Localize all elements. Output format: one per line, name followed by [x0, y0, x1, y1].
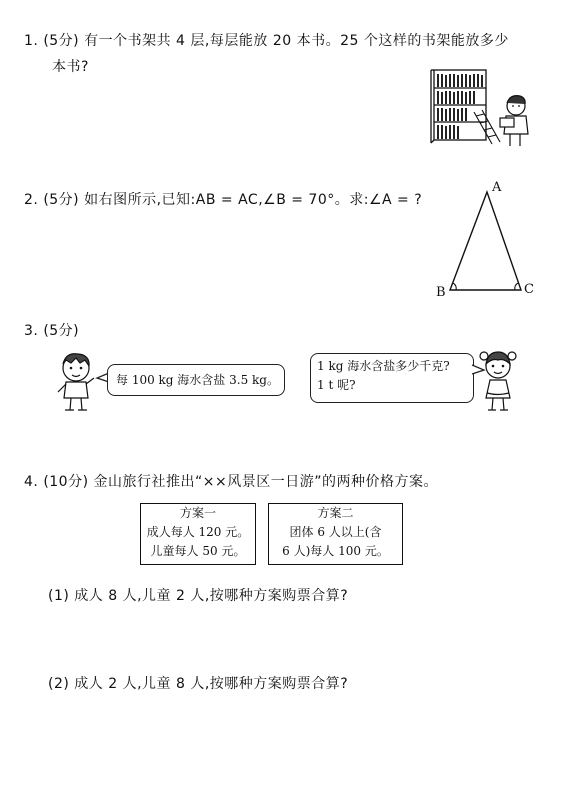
question-2-number: 2.: [24, 192, 39, 208]
question-4-sub2: (2) 成人 2 人,儿童 8 人,按哪种方案购票合算?: [48, 676, 349, 692]
plan-two-line2: 6 人)每人 100 元。: [282, 544, 389, 558]
question-4: [24, 471, 438, 491]
question-3-score: (5分): [43, 323, 80, 339]
plan-one-box: [140, 503, 256, 565]
right-bubble-text-line1: 1 kg 海水含盐多少千克?: [317, 359, 450, 373]
left-speech-bubble: [107, 364, 285, 396]
plan-two-title: 方案二: [317, 506, 354, 520]
question-3: [24, 320, 79, 340]
plan-one-title: 方案一: [179, 506, 216, 520]
question-2-score: (5分): [43, 192, 80, 208]
bookshelf-illustration: [430, 66, 534, 148]
question-1-score: (5分): [43, 33, 80, 49]
right-speech-bubble: [310, 353, 474, 403]
question-1-text-line1: 有一个书架共 4 层,每层能放 20 本书。25 个这样的书架能放多少: [84, 33, 509, 49]
left-bubble-text: 每 100 kg 海水含盐 3.5 kg。: [116, 373, 279, 387]
right-bubble-text-line2: 1 t 呢?: [317, 378, 356, 392]
vertex-label-a: A: [492, 180, 502, 195]
plan-one-line2: 儿童每人 50 元。: [150, 544, 246, 558]
boy-illustration: [52, 350, 100, 416]
question-4-number: 4.: [24, 474, 39, 490]
vertex-label-b: B: [436, 285, 446, 300]
plan-two-box: [268, 503, 403, 565]
question-2-text: 如右图所示,已知:AB = AC,∠B = 70°。求:∠A = ?: [84, 192, 423, 208]
plan-two-line1: 团体 6 人以上(含: [289, 525, 382, 539]
vertex-label-c: C: [524, 282, 534, 297]
question-1-line1: [24, 30, 509, 50]
question-2: [24, 189, 422, 209]
question-4-text: 金山旅行社推出“××风景区一日游”的两种价格方案。: [93, 474, 438, 490]
question-4-score: (10分): [43, 474, 89, 490]
plan-one-line1: 成人每人 120 元。: [146, 525, 250, 539]
question-4-sub1: (1) 成人 8 人,儿童 2 人,按哪种方案购票合算?: [48, 588, 349, 604]
question-3-number: 3.: [24, 323, 39, 339]
question-1-text-line2: 本书?: [52, 59, 89, 75]
question-1-number: 1.: [24, 33, 39, 49]
girl-illustration: [478, 346, 518, 418]
